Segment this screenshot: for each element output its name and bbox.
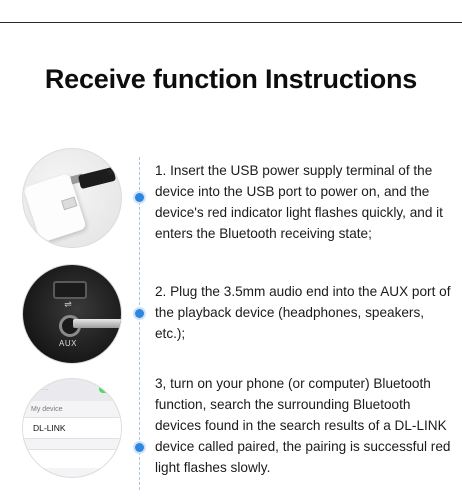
my-device-header: My device [31, 406, 63, 413]
step-3-marker-dot [135, 443, 144, 452]
step-1-marker-dot [135, 193, 144, 202]
device-list-row-empty [23, 449, 121, 468]
step-2-marker-dot [135, 309, 144, 318]
step-3-illustration-phone [22, 378, 122, 478]
step-3-text: 3, turn on your phone (or computer) Bluetooth function, search the surrounding Bluetooth devices found in the search results of a DL-LINK device called paired, the pairing is successful red light flashes slowly. [155, 376, 451, 475]
page-title: Receive function Instructions [44, 64, 418, 94]
bluetooth-toggle-icon [99, 385, 113, 393]
device-name: DL-LINK [33, 423, 66, 433]
aux-label: AUX [59, 339, 77, 348]
step-1-text: 1. Insert the USB power supply terminal of the device into the USB port to power on, and the device's red indicator light flashes quickly, and it enters the Bluetooth receiving state; [155, 163, 443, 241]
audio-jack [73, 319, 122, 328]
panel-usb-port [53, 281, 87, 299]
phone-header-text: ·· ···· ···· [29, 387, 49, 393]
cable-wire [107, 164, 122, 175]
timeline-line [139, 157, 140, 490]
step-2-text: 2. Plug the 3.5mm audio end into the AUX port of the playback device (headphones, speakers, etc.); [155, 284, 451, 341]
usb-port [61, 196, 77, 210]
top-divider [0, 22, 462, 23]
step-2-illustration-aux [22, 264, 122, 364]
usb-symbol-icon: ⇌ [64, 299, 72, 309]
usb-receiver-body [23, 173, 87, 243]
step-1-illustration-usb [22, 148, 122, 248]
